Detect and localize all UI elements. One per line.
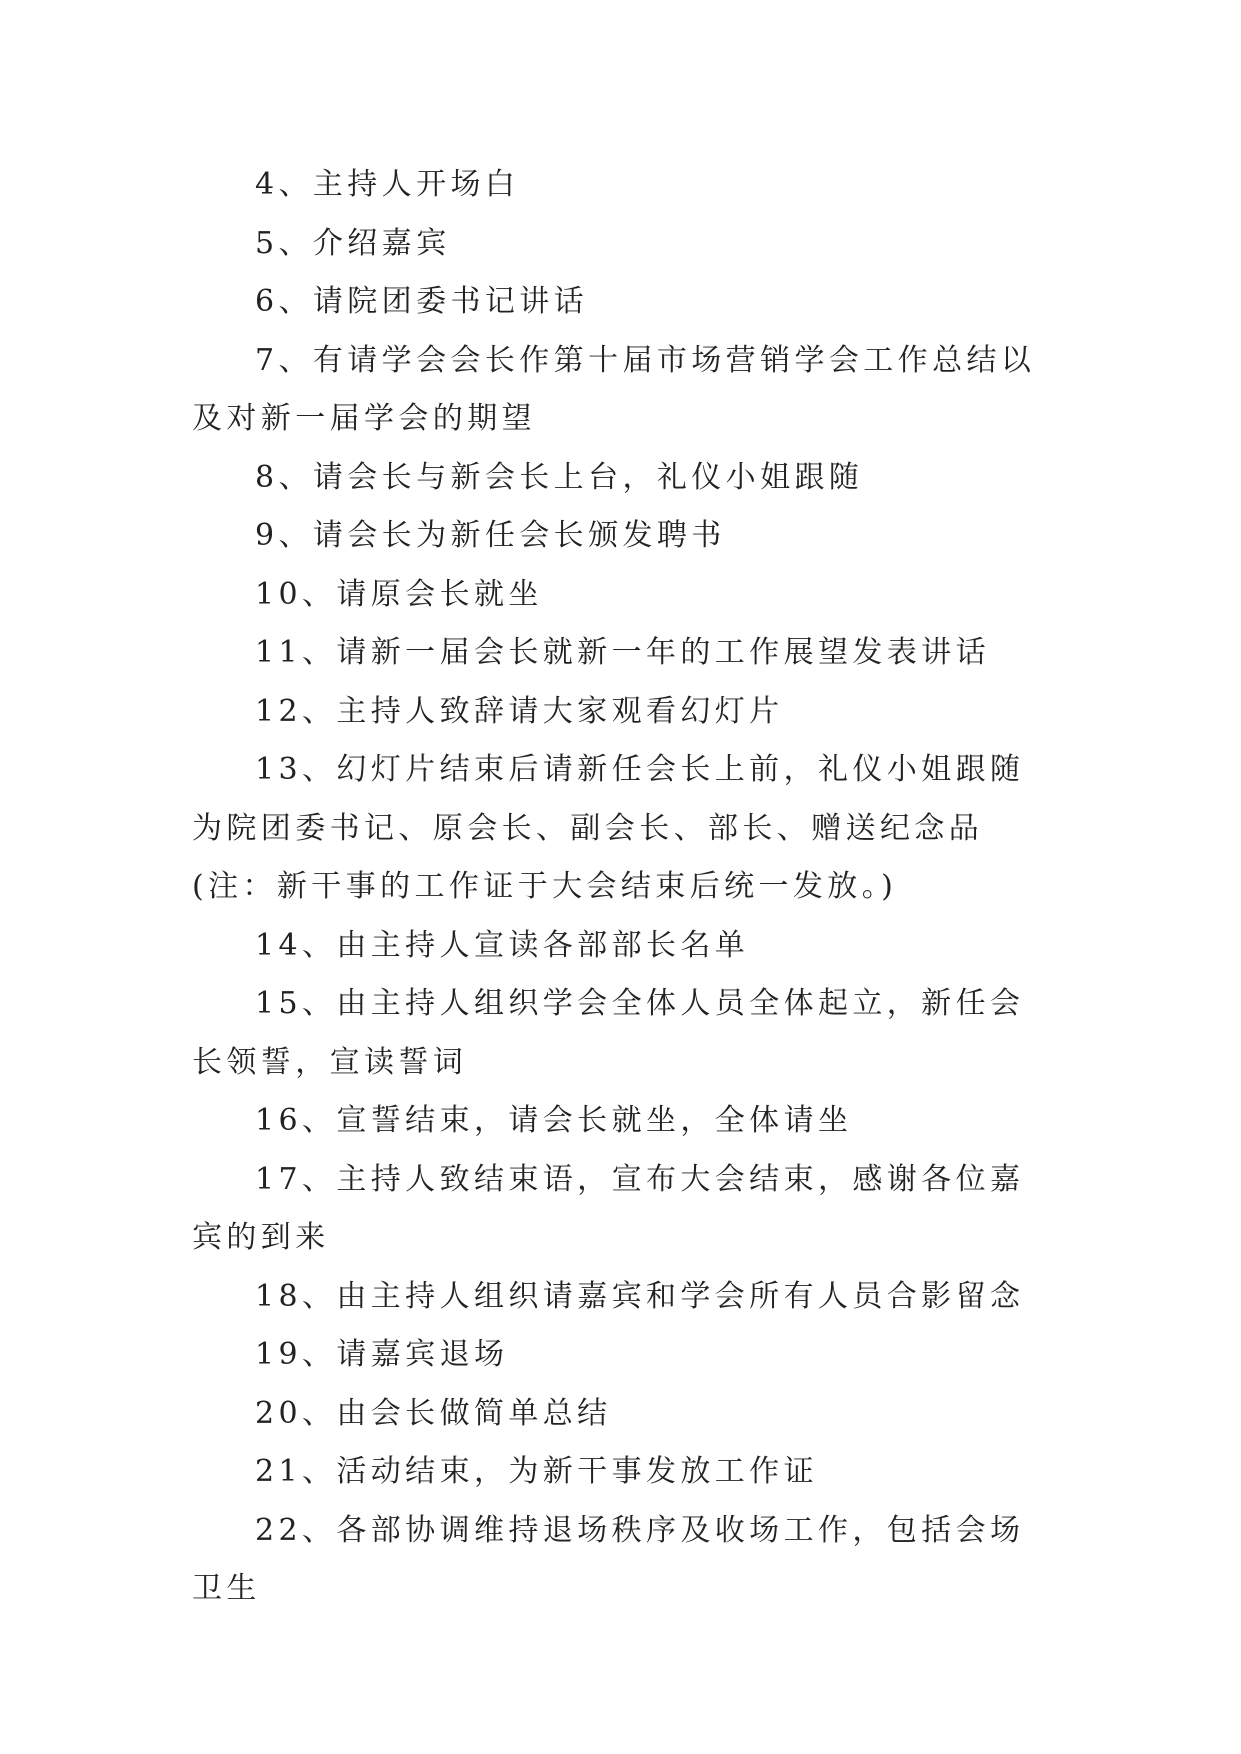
list-item: 11、请新一届会长就新一年的工作展望发表讲话 [255, 635, 990, 670]
list-item: 12、主持人致辞请大家观看幻灯片 [255, 693, 784, 729]
list-item: 5、介绍嘉宾 [255, 225, 451, 261]
document-body [192, 156, 1052, 1619]
list-item: 19、请嘉宾退场 [255, 1337, 509, 1372]
list-item: 4、主持人开场白 [255, 167, 520, 202]
list-item: 22、各部协调维持退场秩序及收场工作，包括会场卫生 [192, 1512, 1025, 1606]
list-item: 16、宣誓结束，请会长就坐，全体请坐 [255, 1103, 853, 1138]
list-item: 14、由主持人宣读各部部长名单 [255, 927, 750, 963]
list-item: 13、幻灯片结束后请新任会长上前，礼仪小姐跟随为院团委书记、原会长、副会长、部长、赠送纪念品(注：新干事的工作证于大会结束后统一发放。) [192, 752, 1025, 904]
list-item: 18、由主持人组织请嘉宾和学会所有人员合影留念 [255, 1278, 1025, 1314]
list-item: 15、由主持人组织学会全体人员全体起立，新任会长领誓，宣读誓词 [192, 986, 1025, 1080]
list-item: 8、请会长与新会长上台，礼仪小姐跟随 [255, 459, 864, 495]
list-item: 6、请院团委书记讲话 [255, 284, 589, 319]
list-item: 17、主持人致结束语，宣布大会结束，感谢各位嘉宾的到来 [192, 1161, 1025, 1255]
list-item: 20、由会长做简单总结 [255, 1395, 612, 1431]
list-item: 7、有请学会会长作第十届市场营销学会工作总结以及对新一届学会的期望 [192, 342, 1036, 436]
list-item: 21、活动结束，为新干事发放工作证 [255, 1454, 818, 1489]
list-item: 9、请会长为新任会长颁发聘书 [255, 518, 726, 553]
list-item: 10、请原会长就坐 [255, 576, 543, 612]
